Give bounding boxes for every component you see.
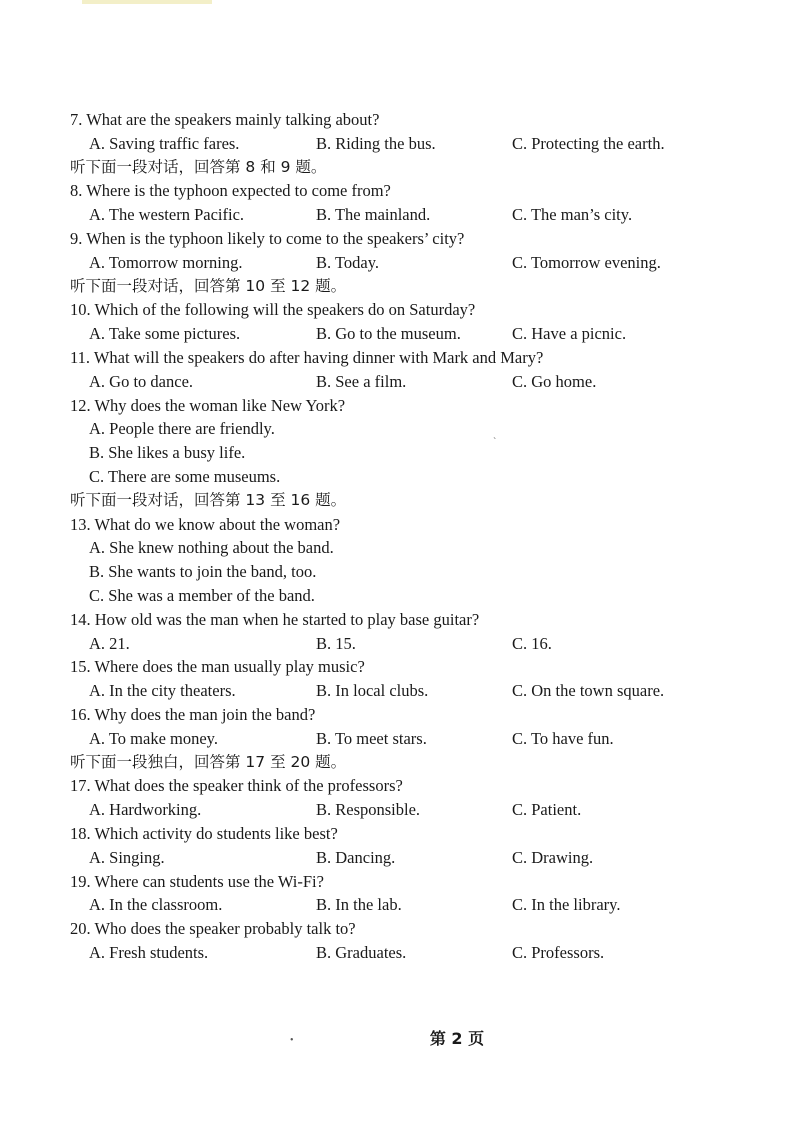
section-instruction: 听下面一段对话，回答第 13 至 16 题。 (70, 490, 347, 509)
section-instruction: 听下面一段对话，回答第 10 至 12 题。 (70, 276, 347, 295)
answer-option: A. She knew nothing about the band. (89, 538, 334, 558)
answer-option-c: C. On the town square. (512, 681, 665, 701)
answer-option-c: C. Patient. (512, 800, 582, 820)
answer-option-a: A. Take some pictures. (89, 324, 241, 344)
answer-options-row (70, 203, 710, 227)
question-text: 18. Which activity do students like best? (70, 823, 338, 843)
answer-option: C. She was a member of the band. (89, 585, 315, 605)
answer-option-b: B. Dancing. (316, 847, 396, 867)
answer-options-row (70, 846, 710, 870)
answer-option-a: A. Go to dance. (89, 371, 194, 391)
answer-option-a: A. Saving traffic fares. (89, 133, 240, 153)
question-text: 8. Where is the typhoon expected to come from? (70, 181, 391, 201)
answer-option-a: A. 21. (89, 633, 130, 653)
answer-option: B. She likes a busy life. (89, 443, 246, 463)
answer-option-c: C. The man’s city. (512, 205, 633, 225)
section-instruction: 听下面一段独白，回答第 17 至 20 题。 (70, 752, 347, 771)
answer-option: C. There are some museums. (89, 466, 281, 486)
answer-options-row (70, 727, 710, 751)
answer-options-row (70, 370, 710, 394)
question-list (70, 108, 710, 965)
question-text: 12. Why does the woman like New York? (70, 395, 346, 415)
answer-option: B. She wants to join the band, too. (89, 562, 317, 582)
answer-option-b: B. See a film. (316, 371, 407, 391)
answer-option: A. People there are friendly. (89, 419, 275, 439)
question-text: 16. Why does the man join the band? (70, 704, 316, 724)
question-text: 20. Who does the speaker probably talk to? (70, 919, 356, 939)
question-text: 17. What does the speaker think of the professors? (70, 776, 403, 796)
scan-speck: ` (493, 437, 497, 448)
section-instruction: 听下面一段对话，回答第 8 和 9 题。 (70, 157, 327, 176)
answer-options-row (70, 798, 710, 822)
question-text: 19. Where can students use the Wi-Fi? (70, 871, 324, 891)
answer-option-b: B. Responsible. (316, 800, 421, 820)
answer-option-b: B. In the lab. (316, 895, 402, 915)
answer-option-a: A. Hardworking. (89, 800, 202, 820)
question-text: 9. When is the typhoon likely to come to the speakers’ city? (70, 228, 465, 248)
answer-options-row (70, 132, 710, 156)
question-text: 14. How old was the man when he started to play base guitar? (70, 609, 480, 629)
question-text: 15. Where does the man usually play music? (70, 657, 365, 677)
answer-option-c: C. To have fun. (512, 728, 614, 748)
answer-options-row (70, 251, 710, 275)
answer-options-row (70, 632, 710, 656)
answer-option-c: C. Tomorrow evening. (512, 252, 661, 272)
page-number: 第 2 页 (429, 1029, 485, 1048)
answer-option-b: B. To meet stars. (316, 728, 427, 748)
question-text: 10. Which of the following will the speakers do on Saturday? (70, 300, 476, 320)
answer-option-c: C. In the library. (512, 895, 621, 915)
answer-option-a: A. To make money. (89, 728, 218, 748)
question-text: 13. What do we know about the woman? (70, 514, 341, 534)
answer-option-c: C. Go home. (512, 371, 597, 391)
answer-option-a: A. The western Pacific. (89, 205, 245, 225)
answer-option-a: A. Tomorrow morning. (89, 252, 243, 272)
answer-option-c: C. Professors. (512, 942, 605, 962)
answer-options-row (70, 893, 710, 917)
answer-option-b: B. Graduates. (316, 942, 407, 962)
answer-option-b: B. Go to the museum. (316, 324, 461, 344)
answer-options-row (70, 322, 710, 346)
answer-options-row (70, 679, 710, 703)
scan-mark (82, 0, 212, 4)
answer-option-c: C. Protecting the earth. (512, 133, 665, 153)
answer-option-b: B. In local clubs. (316, 681, 429, 701)
answer-option-c: C. Have a picnic. (512, 324, 627, 344)
answer-option-a: A. Fresh students. (89, 942, 209, 962)
answer-option-c: C. Drawing. (512, 847, 594, 867)
question-text: 11. What will the speakers do after having dinner with Mark and Mary? (70, 347, 544, 367)
answer-option-b: B. Today. (316, 252, 380, 272)
scan-speck: • (290, 1035, 294, 1046)
answer-option-a: A. In the classroom. (89, 895, 223, 915)
answer-option-b: B. The mainland. (316, 205, 431, 225)
answer-option-a: A. In the city theaters. (89, 681, 236, 701)
answer-options-row (70, 941, 710, 965)
question-text: 7. What are the speakers mainly talking about? (70, 110, 380, 129)
answer-option-c: C. 16. (512, 633, 552, 653)
answer-option-a: A. Singing. (89, 847, 165, 867)
answer-option-b: B. 15. (316, 633, 356, 653)
answer-option-b: B. Riding the bus. (316, 133, 436, 153)
